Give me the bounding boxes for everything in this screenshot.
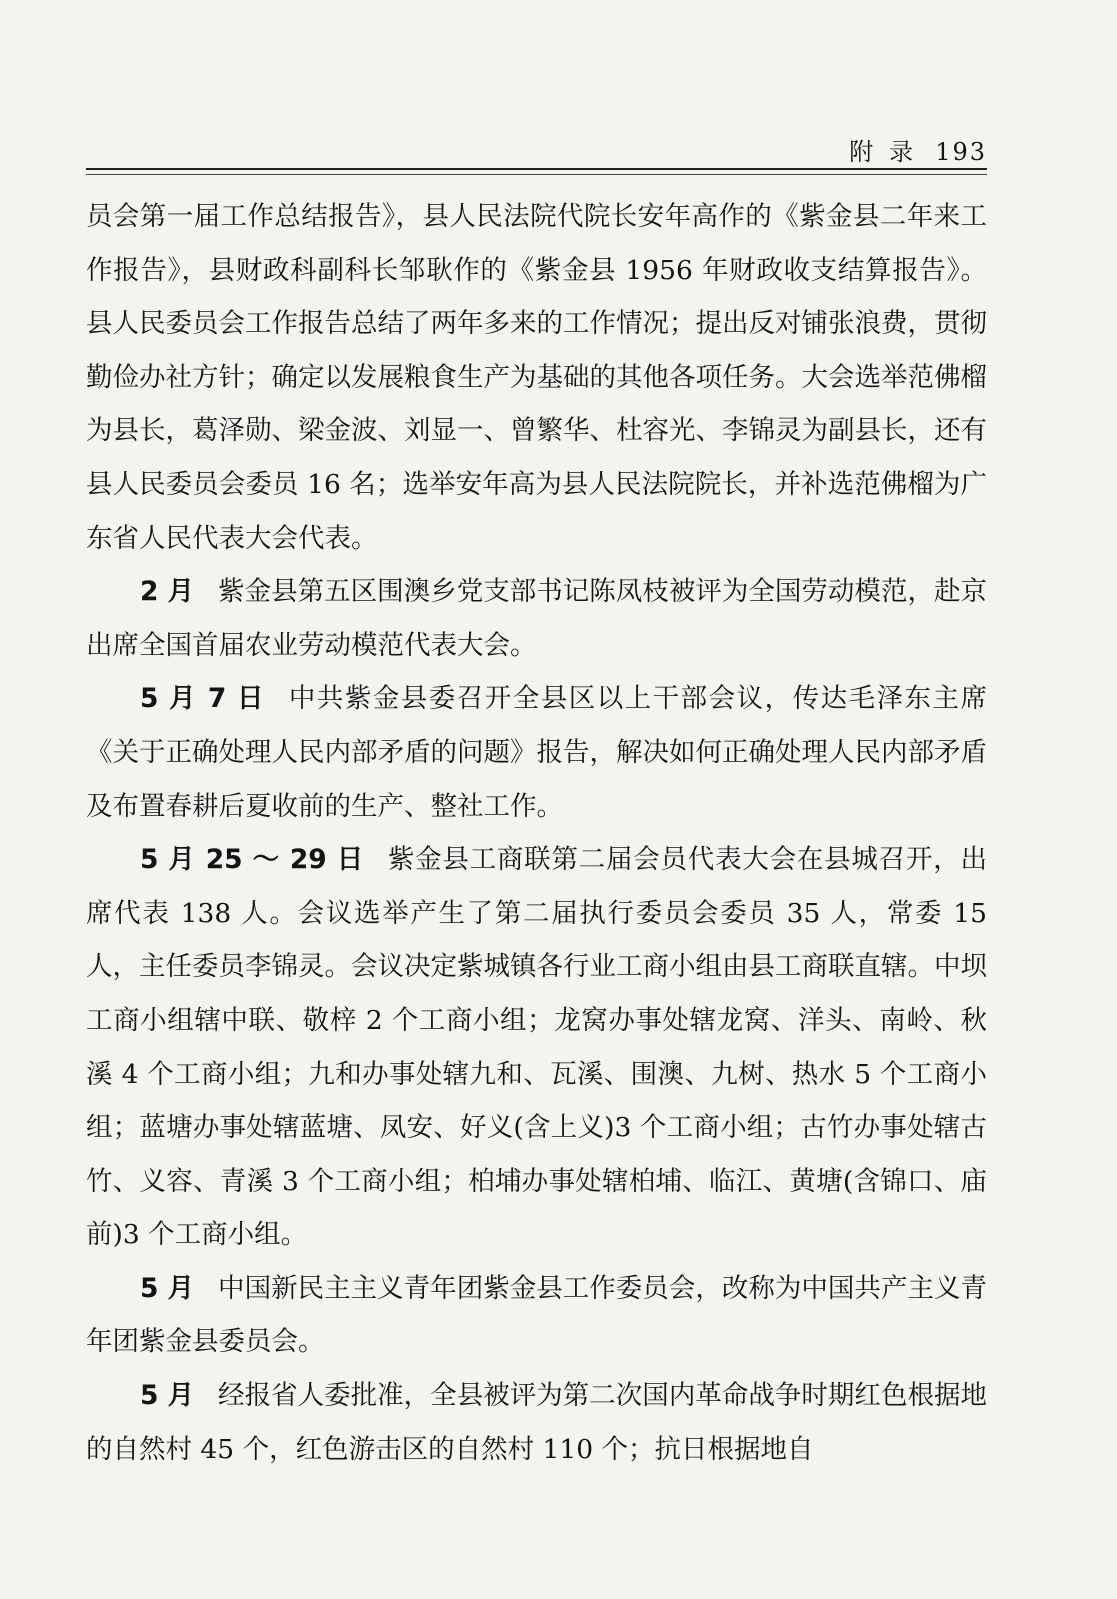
header-section-title: 附录	[849, 138, 930, 166]
paragraph-text: 员会第一届工作总结报告》，县人民法院代院长安年高作的《紫金县二年来工作报告》，县财政科副科长邹耿作的《紫金县 1956 年财政收支结算报告》。县人民委员会工作报告总结了两年多来的工作情况；提出反对铺张浪费，贯彻勤俭办社方针；确定以发展粮食生产为基础的其他各项任务。大会选举范佛榴为县长，葛泽勋、梁金波、刘显一、曾繁华、杜容光、李锦灵为副县长，还有县人民委员会委员 16 名；选举安年高为县人民法院院长，并补选范佛榴为广东省人民代表大会代表。	[86, 201, 987, 554]
running-header	[86, 132, 987, 168]
chronicle-entry	[86, 1262, 987, 1369]
entry-date: 2 月	[140, 576, 195, 608]
entry-date: 5 月	[140, 1380, 195, 1412]
header-rule-thick	[86, 168, 987, 170]
paragraph-continued	[86, 190, 987, 565]
entry-text: 中共紫金县委召开全县区以上干部会议，传达毛泽东主席《关于正确处理人民内部矛盾的问题》报告，解决如何正确处理人民内部矛盾及布置春耕后夏收前的生产、整社工作。	[86, 683, 988, 822]
entry-text: 中国新民主主义青年团紫金县工作委员会，改称为中国共产主义青年团紫金县委员会。	[86, 1272, 987, 1358]
entry-date: 5 月 25 ～ 29 日	[140, 844, 364, 876]
body-text	[86, 190, 987, 1476]
chronicle-entry	[86, 565, 987, 672]
header-rule-thin	[86, 174, 987, 175]
header-text	[849, 132, 987, 167]
entry-date: 5 月 7 日	[140, 683, 265, 715]
chronicle-entry	[86, 1369, 987, 1476]
chronicle-entry	[86, 672, 987, 833]
entry-text: 紫金县工商联第二届会员代表大会在县城召开，出席代表 138 人。会议选举产生了第二届执行委员会委员 35 人，常委 15 人，主任委员李锦灵。会议决定紫城镇各行业工商小组由县工商联直辖。中坝工商小组辖中联、敬梓 2 个工商小组；龙窝办事处辖龙窝、洋头、南岭、秋溪 4 个工商小组；九和办事处辖九和、瓦溪、围澳、九树、热水 5 个工商小组；蓝塘办事处辖蓝塘、凤安、好义(含上义)3 个工商小组；古竹办事处辖古竹、义容、青溪 3 个工商小组；柏埔办事处辖柏埔、临江、黄塘(含锦口、庙前)3 个工商小组。	[86, 844, 987, 1251]
chronicle-entry	[86, 833, 987, 1262]
entry-text: 经报省人委批准，全县被评为第二次国内革命战争时期红色根据地的自然村 45 个，红色游击区的自然村 110 个；抗日根据地自	[86, 1380, 987, 1465]
entry-date: 5 月	[140, 1272, 195, 1304]
page-number: 193	[935, 138, 987, 166]
entry-text: 紫金县第五区围澳乡党支部书记陈凤枝被评为全国劳动模范，赴京出席全国首届农业劳动模范代表大会。	[86, 576, 987, 661]
